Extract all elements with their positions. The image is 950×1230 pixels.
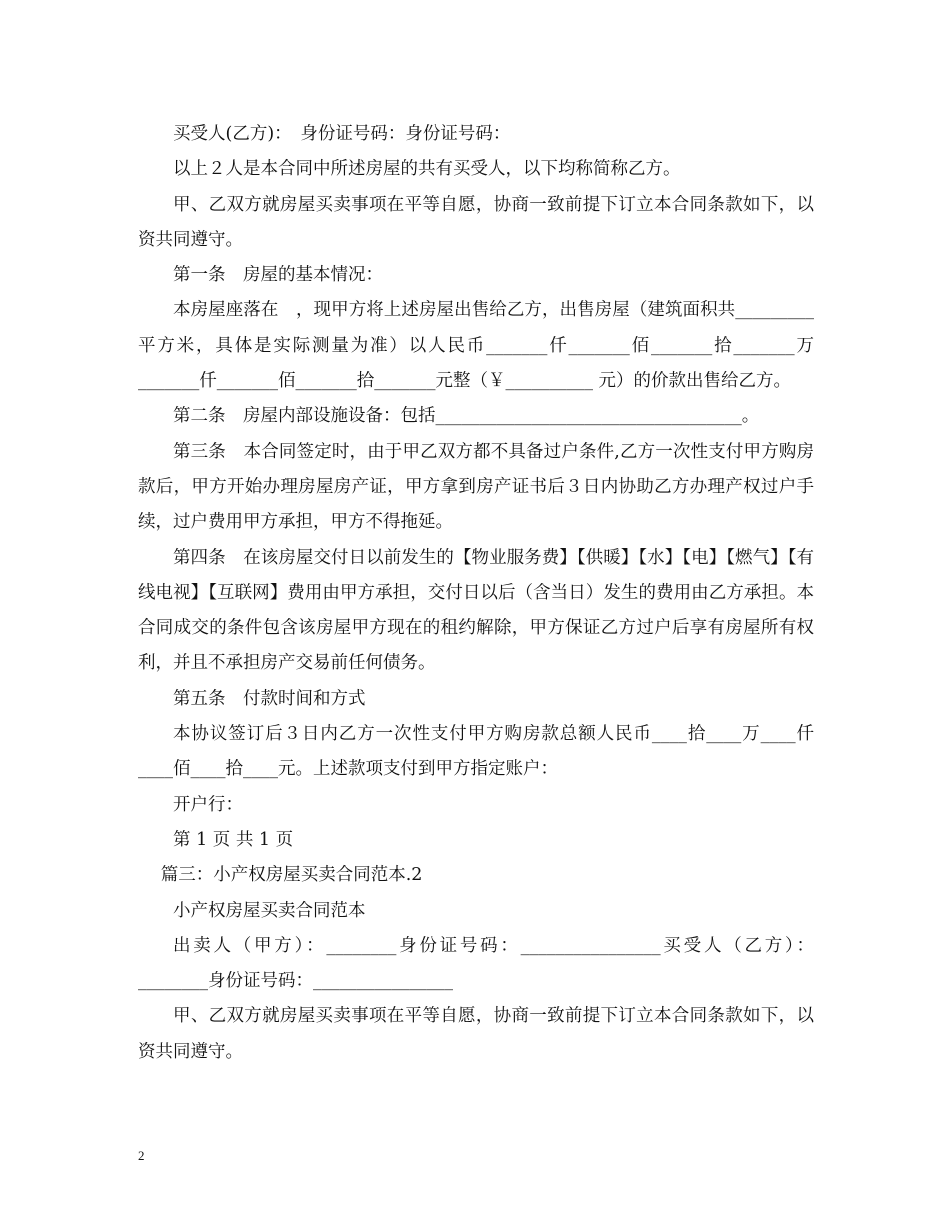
agreement-preamble-2: 甲、乙双方就房屋买卖事项在平等自愿，协商一致前提下订立本合同条款如下，以资共同遵守。 [138, 1006, 814, 1062]
article-5-heading: 第五条 付款时间和方式 [173, 688, 366, 709]
parties-line: 出卖人（甲方）：________身份证号码：________________买受人（乙方）：________身份证号码：________________ [138, 935, 814, 992]
document-body [138, 117, 814, 1070]
page-count-line: 第 1 页 共 1 页 [173, 829, 294, 850]
page-number: 2 [138, 1148, 145, 1163]
article-1-heading: 第一条 房屋的基本情况： [173, 265, 383, 286]
article-2: 第二条 房屋内部设施设备：包括___________________________________。 [173, 406, 760, 427]
article-4: 第四条 在该房屋交付日以前发生的【物业服务费】【供暖】【水】【电】【燃气】【有线电视】【互联网】费用由甲方承担，交付日以后（含当日）发生的费用由乙方承担。本合同成交的条件包含该房屋甲方现在的租约解除，甲方保证乙方过户后享有房屋所有权利，并且不承担房产交易前任何债务。 [138, 547, 814, 674]
buyer-line: 买受人(乙方)： 身份证号码：身份证号码： [173, 124, 511, 144]
section-heading: 篇三：小产权房屋买卖合同范本.2 [160, 865, 423, 886]
article-1-body: 本房屋座落在 ，现甲方将上述房屋出售给乙方，出售房屋（建筑面积共_________平方米，具体是实际测量为准）以人民币_______仟_______佰_______拾_______万_______仟_______佰_______拾_______元整（￥__________ 元）的价款出售给乙方。 [138, 300, 814, 392]
co-buyers-statement: 以上２人是本合同中所述房屋的共有买受人，以下均称简称乙方。 [173, 159, 681, 180]
contract-title: 小产权房屋买卖合同范本 [173, 900, 366, 921]
article-5-body: 本协议签订后３日内乙方一次性支付甲方购房款总额人民币____拾____万____仟____佰____拾____元。上述款项支付到甲方指定账户： [138, 724, 814, 780]
article-3: 第三条 本合同签定时，由于甲乙双方都不具备过户条件,乙方一次性支付甲方购房款后，甲方开始办理房屋房产证，甲方拿到房产证书后３日内协助乙方办理产权过户手续，过户费用甲方承担，甲方不得拖延。 [138, 441, 814, 533]
agreement-preamble: 甲、乙双方就房屋买卖事项在平等自愿，协商一致前提下订立本合同条款如下，以资共同遵守。 [138, 194, 814, 250]
bank-line: 开户行： [173, 794, 243, 815]
